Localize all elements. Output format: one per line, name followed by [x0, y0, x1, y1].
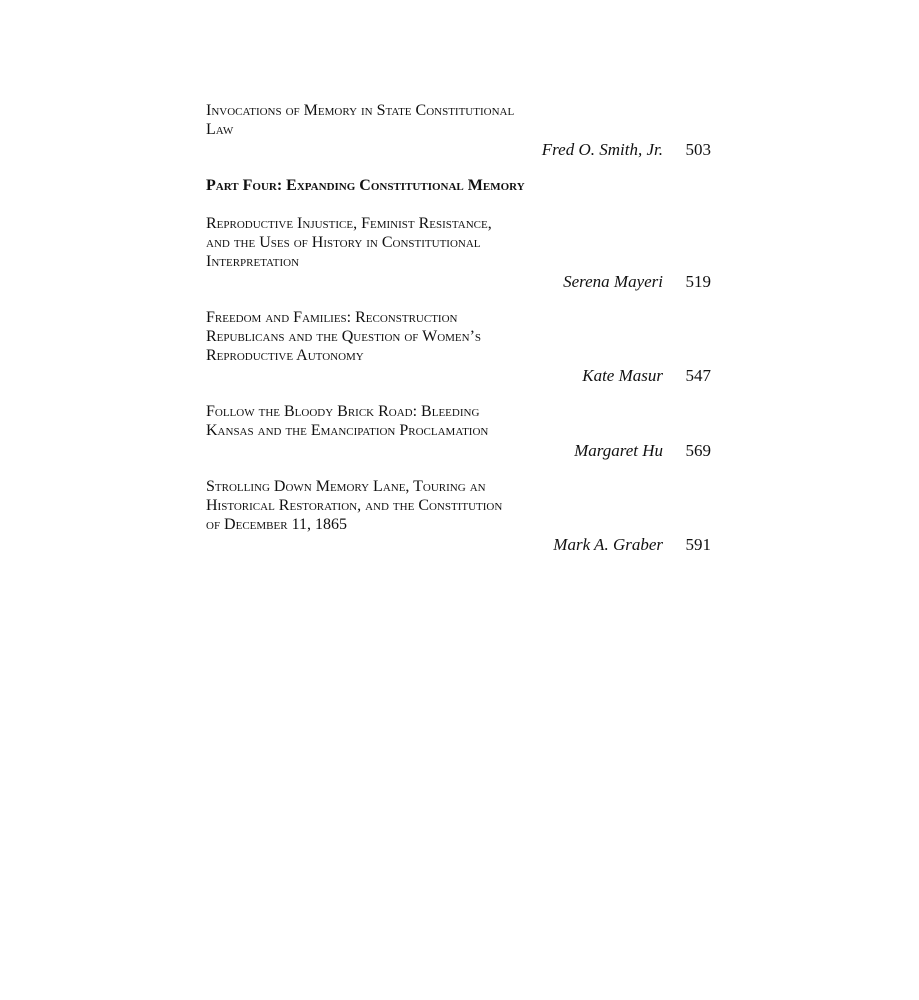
entry-title-line: Interpretation [206, 253, 300, 270]
entry-title [206, 308, 571, 365]
part-heading: Part Four: Expanding Constitutional Memory [206, 177, 525, 194]
entry-page-number: 519 [685, 272, 711, 291]
entry-page-number: 591 [685, 535, 711, 554]
entry-title-line: Freedom and Families: Reconstruction [206, 309, 458, 326]
entry-author: Serena Mayeri [563, 272, 663, 291]
toc-entry-strolling-down-memory-lane [206, 477, 711, 555]
toc-entry-follow-the-bloody-brick-road [206, 402, 711, 461]
entry-page-number: 569 [685, 441, 711, 460]
toc-entry-freedom-and-families [206, 308, 711, 386]
entry-title-line: Republicans and the Question of Women’s [206, 328, 482, 345]
entry-title-line: Strolling Down Memory Lane, Touring an [206, 478, 486, 495]
entry-byline [206, 535, 711, 555]
entry-byline [206, 140, 711, 160]
entry-title-line: Law [206, 121, 234, 138]
entry-title [206, 477, 571, 534]
entry-byline [206, 366, 711, 386]
entry-title-line: Reproductive Injustice, Feminist Resistance, [206, 215, 492, 232]
entry-page-number: 503 [685, 140, 711, 159]
entry-author: Fred O. Smith, Jr. [541, 140, 663, 159]
entry-title-line: Invocations of Memory in State Constitutional [206, 102, 515, 119]
entry-author: Mark A. Graber [553, 535, 663, 554]
entry-title-line: Reproductive Autonomy [206, 347, 364, 364]
entry-byline [206, 272, 711, 292]
entry-title [206, 402, 571, 440]
entry-author: Margaret Hu [574, 441, 663, 460]
entry-title-line: of December 11, 1865 [206, 516, 347, 533]
entry-page-number: 547 [685, 366, 711, 385]
entry-title-line: Follow the Bloody Brick Road: Bleeding [206, 403, 480, 420]
entry-author: Kate Masur [582, 366, 663, 385]
entry-title-line: and the Uses of History in Constitutional [206, 234, 481, 251]
toc-entry-invocations-of-memory [206, 101, 711, 160]
entry-title-line: Historical Restoration, and the Constitution [206, 497, 503, 514]
entry-byline [206, 441, 711, 461]
entry-title-line: Kansas and the Emancipation Proclamation [206, 422, 489, 439]
toc-entry-reproductive-injustice [206, 214, 711, 292]
entry-title [206, 214, 571, 271]
entry-title [206, 101, 571, 139]
